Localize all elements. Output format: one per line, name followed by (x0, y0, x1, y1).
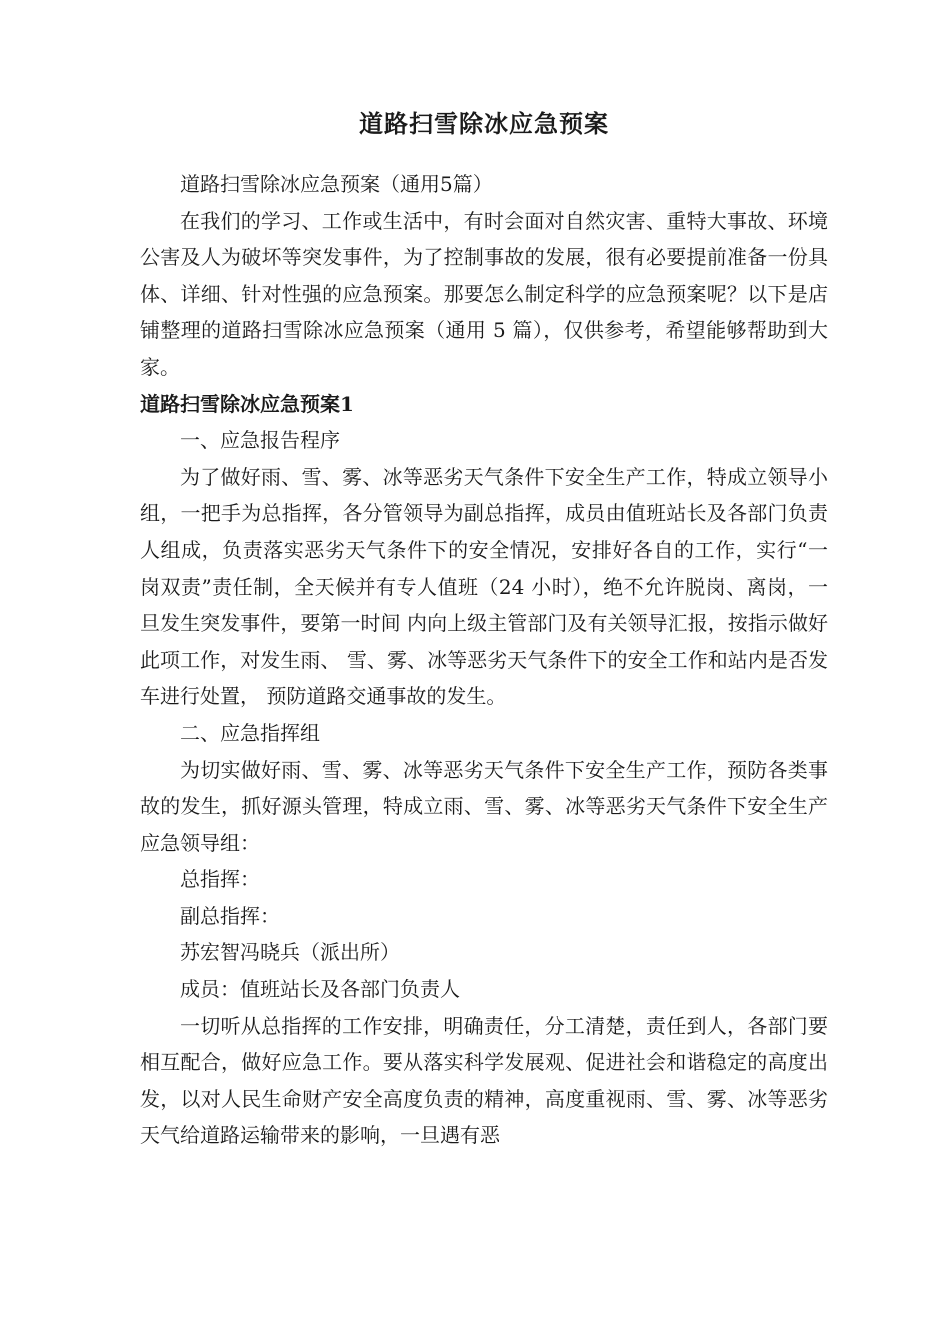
responsibility-paragraph: 一切听从总指挥的工作安排，明确责任，分工清楚，责任到人，各部门要相互配合，做好应急工作。要从落实科学发展观、促进社会和谐稳定的高度出发，以对人民生命财产安全高度负责的精神，高度重视雨、雪、雾、冰等恶劣天气给道路运输带来的影响，一旦遇有恶 (140, 1013, 828, 1148)
commander-line: 总指挥： (180, 867, 260, 892)
document-title: 道路扫雪除冰应急预案 (359, 109, 609, 138)
intro-subtitle: 道路扫雪除冰应急预案（通用5篇） (180, 172, 493, 196)
section-heading: 道路扫雪除冰应急预案1 (140, 391, 354, 416)
report-procedure-paragraph: 为了做好雨、雪、雾、冰等恶劣天气条件下安全生产工作，特成立领导小组，一把手为总指挥，各分管领导为副总指挥，成员由值班站长及各部门负责人组成，负责落实恶劣天气条件下的安全情况，安排好各自的工作，实行“一岗双责”责任制，全天候并有专人值班（24 小时），绝不允许脱岗、离岗，一旦发生突发事件，要第一时间 内向上级主管部门及有关领导汇报，按指示做好此项工作，对发生雨、 雪、雾、冰等恶劣天气条件下的安全工作和站内是否发车进行处置， 预防道路交通事故的发生。 (140, 464, 828, 709)
subheading-report-procedure: 一、应急报告程序 (180, 428, 340, 453)
subheading-command-group: 二、应急指挥组 (180, 720, 320, 745)
deputy-names-line: 苏宏智冯晓兵（派出所） (180, 940, 400, 965)
command-group-paragraph: 为切实做好雨、雪、雾、冰等恶劣天气条件下安全生产工作，预防各类事故的发生，抓好源头管理，特成立雨、雪、雾、冰等恶劣天气条件下安全生产应急领导组： (140, 757, 828, 855)
members-line: 成员：值班站长及各部门负责人 (180, 977, 460, 1002)
deputy-commander-line: 副总指挥： (180, 903, 280, 928)
intro-paragraph: 在我们的学习、工作或生活中，有时会面对自然灾害、重特大事故、环境公害及人为破坏等突发事件，为了控制事故的发展，很有必要提前准备一份具体、详细、针对性强的应急预案。那要怎么制定科学的应急预案呢？以下是店铺整理的道路扫雪除冰应急预案（通用 5 篇），仅供参考，希望能够帮助到大家。 (140, 208, 828, 379)
document-body (140, 100, 828, 1154)
